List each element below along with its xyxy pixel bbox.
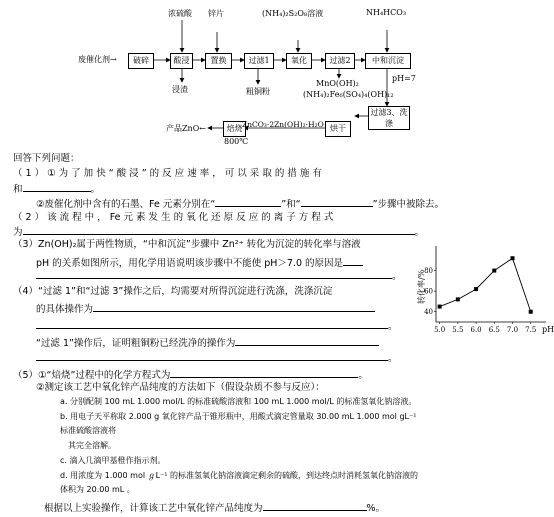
answer-blank-2[interactable]: [23, 224, 415, 235]
procedure-step-c: c. 滴入几滴甲基橙作指示剂。: [60, 456, 166, 465]
question-4-line1: （4）“过滤 1”和“过滤 3”操作之后，均需要对所得沉淀进行洗涤，洗涤沉淀: [13, 286, 333, 297]
y-tick-label: 60: [424, 287, 433, 296]
y-tick-label: 80: [424, 267, 433, 276]
x-tick-label: 7.5: [525, 326, 537, 334]
data-point: [511, 256, 515, 260]
step-crushing: 破碎: [128, 53, 154, 69]
answer-blank-4a[interactable]: [93, 301, 375, 312]
question-1a: （ 1 ） ① 为 了 加 快 “ 酸 浸 ” 的 反 应 速 率 ， 可 以 采 取 的 措 施 有: [13, 168, 322, 179]
question-2-continued: 为 。: [13, 224, 424, 239]
question-2: （ 2 ） 该 流 程 中 ， Fe 元 素 发 生 的 氧 化 还 原 反 应 的 离 子 方 程 式: [13, 212, 334, 223]
byproduct-leach-residue: 浸渣: [172, 85, 188, 94]
procedure-step-b3: 其完全溶解。: [68, 441, 116, 450]
x-tick-label: 6.5: [488, 326, 500, 334]
answer-blank-5a[interactable]: [170, 367, 358, 378]
step-neutralization: 中和沉淀: [365, 53, 411, 69]
feed-label: 废催化剂→: [78, 55, 117, 64]
byproduct-mno-oh: MnO(OH)₂: [316, 79, 359, 88]
answer-blank-4c[interactable]: [235, 335, 379, 346]
reagent-conc-sulfuric-acid: 浓硫酸: [168, 9, 192, 18]
conversion-vs-ph-chart: [410, 242, 554, 342]
intro-text: 回答下列问题：: [13, 153, 80, 164]
y-axis-label: 转化率/%: [417, 269, 426, 304]
precipitate-formula: ZnCO₃·2Zn(OH)₂·H₂O: [242, 120, 324, 129]
byproduct-jarosite: (NH₄)₂Fe₆(SO₄)₄(OH)₁₂: [303, 90, 394, 99]
answer-blank-graphite-step[interactable]: [215, 196, 281, 207]
step-filter-1: 过滤1: [244, 53, 274, 69]
ph-condition: pH=7: [392, 74, 416, 83]
reagent-zinc-sheet: 锌片: [208, 9, 224, 18]
question-4-line2b: 。: [36, 318, 398, 333]
x-tick-label: 7.0: [506, 326, 519, 334]
product-zno: 产品ZnO←: [166, 124, 206, 133]
question-5b: ②测定该工艺中氧化锌产品纯度的方法如下（假设杂质不参与反应）：: [36, 382, 325, 393]
reagent-ammonium-bicarbonate: NH₄HCO₃: [366, 8, 407, 17]
answer-blank-3b[interactable]: [36, 268, 392, 279]
data-point: [529, 310, 533, 314]
data-point: [474, 287, 478, 291]
procedure-step-a: a. 分别配制 100 mL 1.000 mol/L 的标准硫酸溶液和 100 mL 1.000 mol/L 的标准氢氧化钠溶液。: [60, 397, 417, 406]
question-5a: （5）①“焙烧”过程中的化学方程式为 。: [13, 367, 368, 382]
answer-blank-4d[interactable]: [36, 350, 388, 361]
procedure-step-d2: 体积为 20.00 mL 。: [60, 485, 135, 494]
procedure-step-b1: b. 用电子天平称取 2.000 g 氧化锌产品于锥形瓶中，用酸式滴定管量取 30.00 mL 1.000 mol gL⁻¹: [60, 412, 417, 421]
step-calcination: 焙烧: [223, 121, 246, 137]
question-1b: ②废催化剂中含有的石墨、Fe 元素分别在“ ”和“ ”步骤中被除去。: [36, 196, 444, 211]
x-tick-label: 5.5: [452, 326, 464, 334]
step-replacement: 置换: [205, 53, 232, 69]
step-oxidation: 氧化: [286, 53, 312, 69]
series-line: [440, 258, 531, 311]
question-4-line3: “过滤 1”操作后，证明粗铜粉已经洗净的操作为: [36, 335, 379, 350]
data-point: [438, 305, 442, 309]
question-3-line2: pH 的关系如图所示，用化学用语说明该步骤中不能使 pH＞7.0 的原因是: [36, 255, 363, 270]
data-point: [456, 297, 460, 301]
byproduct-crude-copper: 粗铜粉: [246, 87, 270, 96]
calcination-temperature: 800℃: [224, 137, 249, 146]
question-5-final: 根据以上实验操作，计算该工艺中氧化锌产品纯度为 %。: [44, 500, 385, 515]
reagent-persulfate: (NH₄)₂S₂O₈溶液: [262, 9, 324, 18]
question-4-line3b: 。: [36, 350, 398, 365]
flowchart-connectors: [0, 0, 554, 140]
data-point: [492, 269, 496, 273]
x-axis-label: pH: [542, 325, 554, 334]
y-tick-label: 40: [424, 308, 433, 317]
step-filter-2: 过滤2: [325, 53, 355, 69]
answer-blank-purity[interactable]: [263, 500, 367, 511]
answer-blank-1a[interactable]: [23, 181, 91, 192]
procedure-step-d1: d. 用浓度为 1.000 mol ℊL⁻¹ 的标准氢氧化钠溶液滴定剩余的硫酸，到达终点时消耗氢氧化钠溶液的: [60, 471, 419, 480]
answer-blank-4b[interactable]: [36, 318, 388, 329]
question-3-line1: （3）Zn(OH)₂属于两性物质，“中和沉淀”步骤中 Zn²⁺ 转化为沉淀的转化率与溶液: [13, 239, 361, 250]
x-tick-label: 5.0: [434, 326, 446, 334]
question-1a-continued: 和 。: [13, 181, 100, 196]
answer-blank-iron-step[interactable]: [301, 196, 373, 207]
step-acid-leaching: 酸浸: [170, 53, 193, 69]
step-filter-3-wash: 过滤3、洗涤: [368, 106, 410, 130]
answer-blank-3a[interactable]: [343, 255, 363, 266]
x-tick-label: 6.0: [470, 326, 482, 334]
question-4-line2: 的具体操作为: [36, 301, 375, 316]
step-drying: 烘干: [325, 121, 351, 137]
question-3-line3: 。: [36, 268, 402, 283]
procedure-step-b2: 标准硫酸溶液将: [60, 426, 116, 435]
